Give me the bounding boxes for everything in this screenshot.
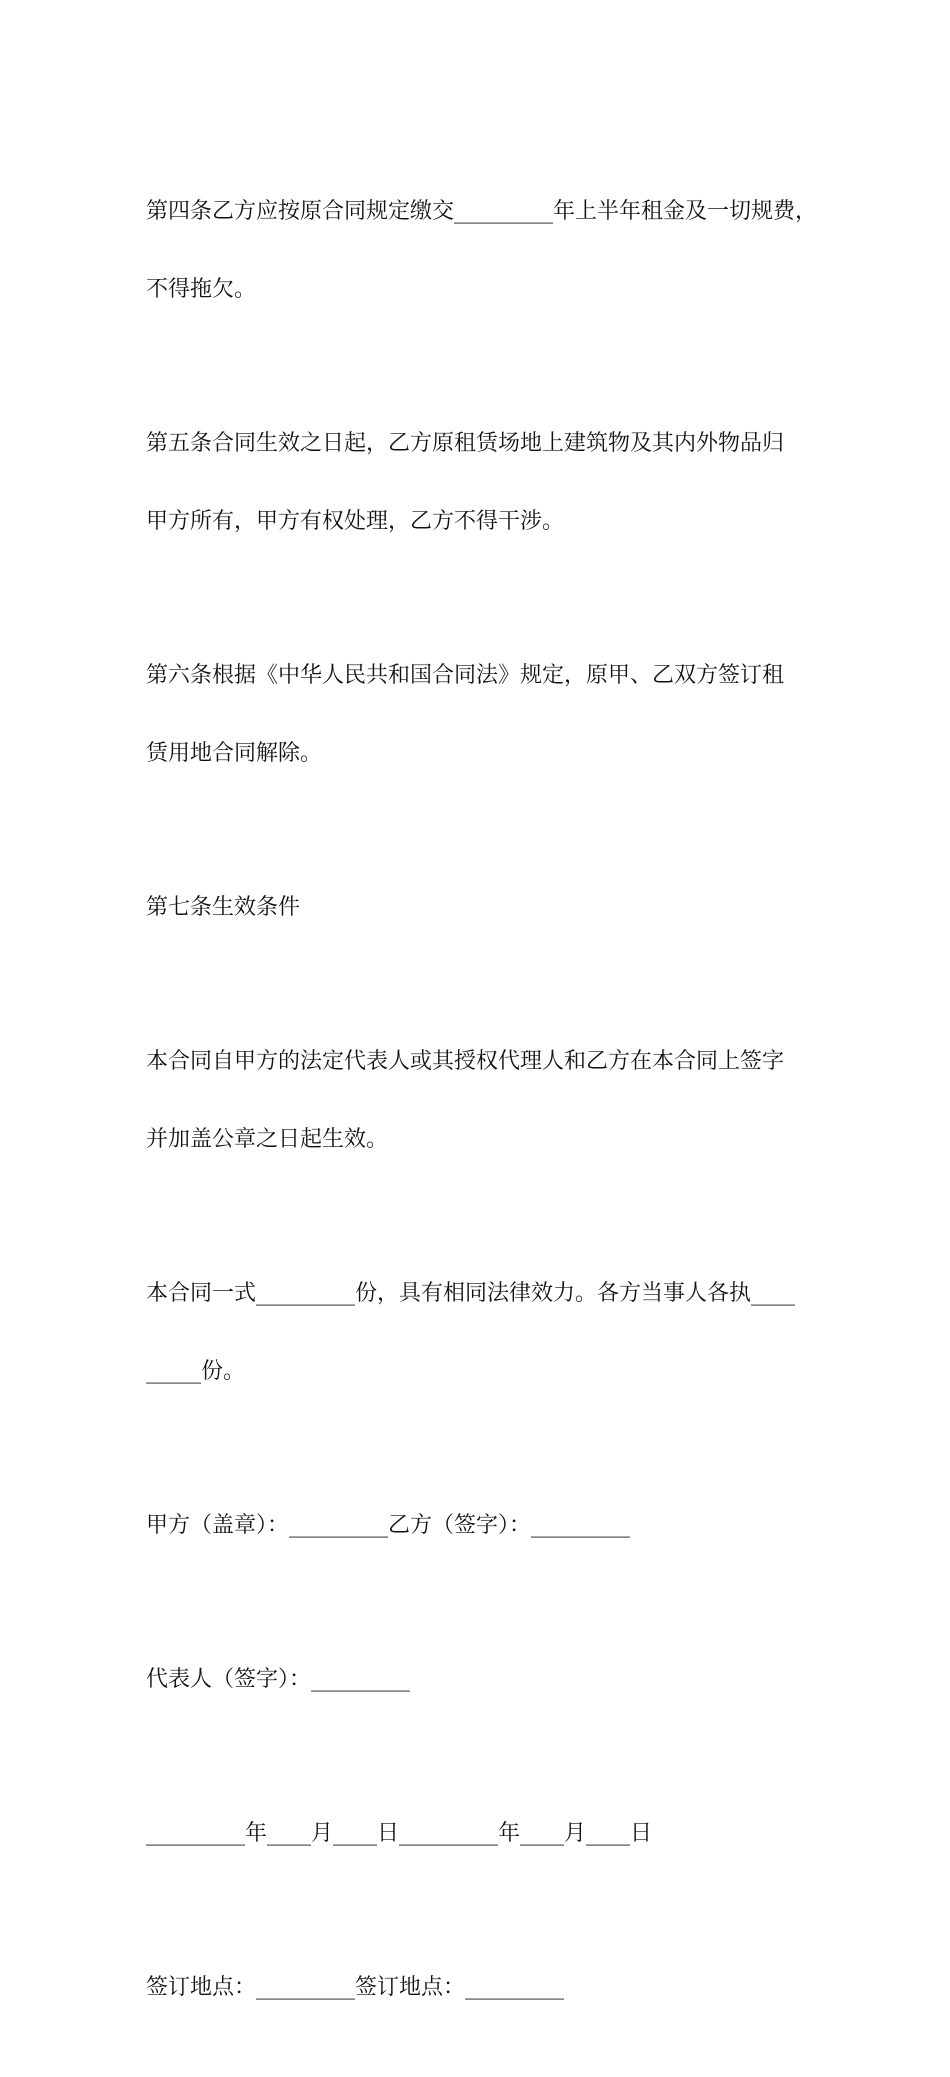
- copies-clause-line-2: _____份。: [146, 1359, 246, 1384]
- article-4-line-1: 第四条乙方应按原合同规定缴交_________年上半年租金及一切规费，: [146, 199, 818, 224]
- document-body: [146, 147, 816, 2077]
- signing-place-text: 签订地点：_________签订地点：_________: [146, 1975, 565, 2000]
- effective-clause-line-2: 并加盖公章之日起生效。: [146, 1127, 389, 1152]
- copies-clause-line-1: 本合同一式_________份，具有相同法律效力。各方当事人各执____: [146, 1281, 796, 1306]
- article-6-line-2: 赁用地合同解除。: [146, 741, 323, 766]
- representative-line: [146, 1615, 816, 1745]
- article-5-paragraph: [146, 379, 816, 587]
- signing-place-line: [146, 1923, 816, 2053]
- dates-text: _________年____月____日_________年____月____日: [146, 1821, 653, 1846]
- article-5-line-2: 甲方所有，甲方有权处理，乙方不得干涉。: [146, 509, 565, 534]
- signature-parties-text: 甲方（盖章）：_________乙方（签字）：_________: [146, 1513, 631, 1538]
- article-5-line-1: 第五条合同生效之日起，乙方原租赁场地上建筑物及其内外物品归: [146, 431, 785, 456]
- representative-text: 代表人（签字）：_________: [146, 1667, 411, 1692]
- dates-line: [146, 1769, 816, 1899]
- article-6-paragraph: [146, 611, 816, 819]
- article-6-line-1: 第六条根据《中华人民共和国合同法》规定，原甲、乙双方签订租: [146, 663, 785, 688]
- effective-clause-line-1: 本合同自甲方的法定代表人或其授权代理人和乙方在本合同上签字: [146, 1049, 785, 1074]
- article-7-heading-text: 第七条生效条件: [146, 895, 301, 920]
- copies-clause-paragraph: [146, 1229, 816, 1437]
- signature-parties-line: [146, 1461, 816, 1591]
- article-7-heading: [146, 843, 816, 973]
- effective-clause-paragraph: [146, 997, 816, 1205]
- article-4-paragraph: [146, 147, 816, 355]
- article-4-line-2: 不得拖欠。: [146, 277, 257, 302]
